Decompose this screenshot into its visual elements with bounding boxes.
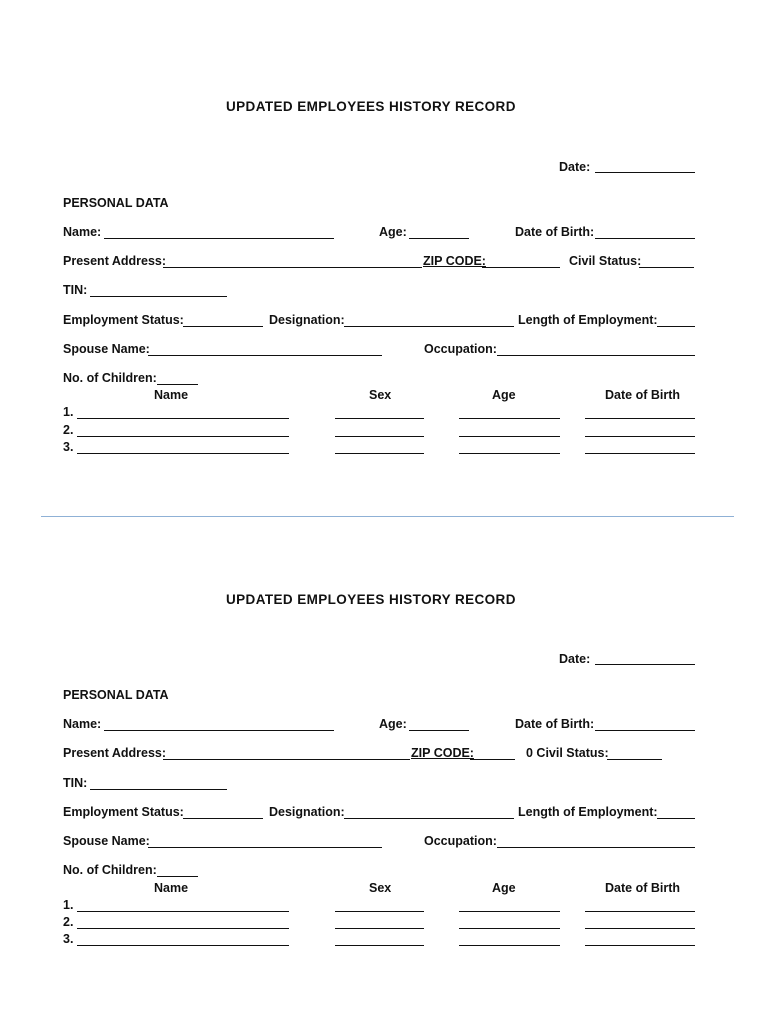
- children-header-age: Age: [492, 388, 516, 402]
- present-address-field[interactable]: [163, 267, 422, 268]
- name-label: Name:: [63, 225, 102, 239]
- tin-field[interactable]: [90, 789, 227, 790]
- child-name-field[interactable]: [77, 453, 289, 454]
- children-header-age: Age: [492, 881, 516, 895]
- date-field[interactable]: [595, 664, 695, 665]
- tin-label: TIN:: [63, 776, 88, 790]
- employment-status-label: Employment Status:: [63, 313, 184, 327]
- length-of-employment-field[interactable]: [657, 818, 695, 819]
- children-header-name: Name: [154, 388, 189, 402]
- age-label: Age:: [379, 225, 407, 239]
- employment-status-field[interactable]: [183, 818, 263, 819]
- employee-record-form-1: [0, 0, 768, 470]
- zip-code-label: ZIP CODE:: [411, 746, 474, 760]
- employment-status-field[interactable]: [183, 326, 263, 327]
- children-header-sex: Sex: [369, 881, 392, 895]
- date-of-birth-field[interactable]: [595, 730, 695, 731]
- form-title: UPDATED EMPLOYEES HISTORY RECORD: [226, 99, 516, 114]
- designation-field[interactable]: [344, 818, 514, 819]
- occupation-label: Occupation:: [424, 834, 497, 848]
- length-of-employment-label: Length of Employment:: [518, 313, 658, 327]
- employment-status-label: Employment Status:: [63, 805, 184, 819]
- child-name-field[interactable]: [77, 928, 289, 929]
- age-field[interactable]: [409, 730, 469, 731]
- zip-code-field[interactable]: [482, 267, 560, 268]
- child-name-field[interactable]: [77, 911, 289, 912]
- employee-record-form-2: [0, 492, 768, 962]
- children-header-sex: Sex: [369, 388, 392, 402]
- present-address-label: Present Address:: [63, 746, 167, 760]
- child-date-of-birth-field[interactable]: [585, 453, 695, 454]
- form-title: UPDATED EMPLOYEES HISTORY RECORD: [226, 592, 516, 607]
- civil-status-label: 0 Civil Status:: [526, 746, 609, 760]
- date-label: Date:: [559, 160, 591, 174]
- date-of-birth-field[interactable]: [595, 238, 695, 239]
- child-age-field[interactable]: [459, 928, 560, 929]
- child-date-of-birth-field[interactable]: [585, 436, 695, 437]
- name-field[interactable]: [104, 238, 334, 239]
- spouse-name-label: Spouse Name:: [63, 834, 150, 848]
- section-heading-personal-data: PERSONAL DATA: [63, 196, 169, 210]
- date-of-birth-label: Date of Birth:: [515, 225, 595, 239]
- children-header-name: Name: [154, 881, 189, 895]
- occupation-field[interactable]: [497, 355, 695, 356]
- tin-label: TIN:: [63, 283, 88, 297]
- child-row-number: 3.: [63, 932, 74, 946]
- civil-status-field[interactable]: [607, 759, 662, 760]
- child-sex-field[interactable]: [335, 453, 424, 454]
- child-sex-field[interactable]: [335, 928, 424, 929]
- child-row-number: 1.: [63, 405, 74, 419]
- present-address-field[interactable]: [163, 759, 410, 760]
- child-row-number: 2.: [63, 915, 74, 929]
- occupation-field[interactable]: [497, 847, 695, 848]
- occupation-label: Occupation:: [424, 342, 497, 356]
- no-of-children-field[interactable]: [157, 384, 198, 385]
- name-field[interactable]: [104, 730, 334, 731]
- date-label: Date:: [559, 652, 591, 666]
- child-age-field[interactable]: [459, 911, 560, 912]
- name-label: Name:: [63, 717, 102, 731]
- child-name-field[interactable]: [77, 436, 289, 437]
- date-field[interactable]: [595, 172, 695, 173]
- no-of-children-label: No. of Children:: [63, 863, 157, 877]
- child-row-number: 3.: [63, 440, 74, 454]
- tin-field[interactable]: [90, 296, 227, 297]
- spouse-name-label: Spouse Name:: [63, 342, 150, 356]
- spouse-name-field[interactable]: [148, 847, 382, 848]
- no-of-children-field[interactable]: [157, 876, 198, 877]
- designation-label: Designation:: [269, 805, 345, 819]
- date-of-birth-label: Date of Birth:: [515, 717, 595, 731]
- child-date-of-birth-field[interactable]: [585, 418, 695, 419]
- child-date-of-birth-field[interactable]: [585, 945, 695, 946]
- civil-status-field[interactable]: [639, 267, 694, 268]
- child-name-field[interactable]: [77, 945, 289, 946]
- present-address-label: Present Address:: [63, 254, 167, 268]
- children-header-date-of-birth: Date of Birth: [605, 881, 680, 895]
- child-row-number: 2.: [63, 423, 74, 437]
- spouse-name-field[interactable]: [148, 355, 382, 356]
- length-of-employment-field[interactable]: [657, 326, 695, 327]
- age-field[interactable]: [409, 238, 469, 239]
- no-of-children-label: No. of Children:: [63, 371, 157, 385]
- child-age-field[interactable]: [459, 418, 560, 419]
- child-sex-field[interactable]: [335, 418, 424, 419]
- child-date-of-birth-field[interactable]: [585, 928, 695, 929]
- child-name-field[interactable]: [77, 418, 289, 419]
- age-label: Age:: [379, 717, 407, 731]
- designation-field[interactable]: [344, 326, 514, 327]
- child-age-field[interactable]: [459, 945, 560, 946]
- length-of-employment-label: Length of Employment:: [518, 805, 658, 819]
- civil-status-label: Civil Status:: [569, 254, 642, 268]
- zip-code-label: ZIP CODE:: [423, 254, 486, 268]
- zip-code-field[interactable]: [470, 759, 515, 760]
- child-age-field[interactable]: [459, 453, 560, 454]
- child-sex-field[interactable]: [335, 945, 424, 946]
- designation-label: Designation:: [269, 313, 345, 327]
- children-header-date-of-birth: Date of Birth: [605, 388, 680, 402]
- child-age-field[interactable]: [459, 436, 560, 437]
- child-row-number: 1.: [63, 898, 74, 912]
- section-heading-personal-data: PERSONAL DATA: [63, 688, 169, 702]
- child-sex-field[interactable]: [335, 911, 424, 912]
- child-sex-field[interactable]: [335, 436, 424, 437]
- child-date-of-birth-field[interactable]: [585, 911, 695, 912]
